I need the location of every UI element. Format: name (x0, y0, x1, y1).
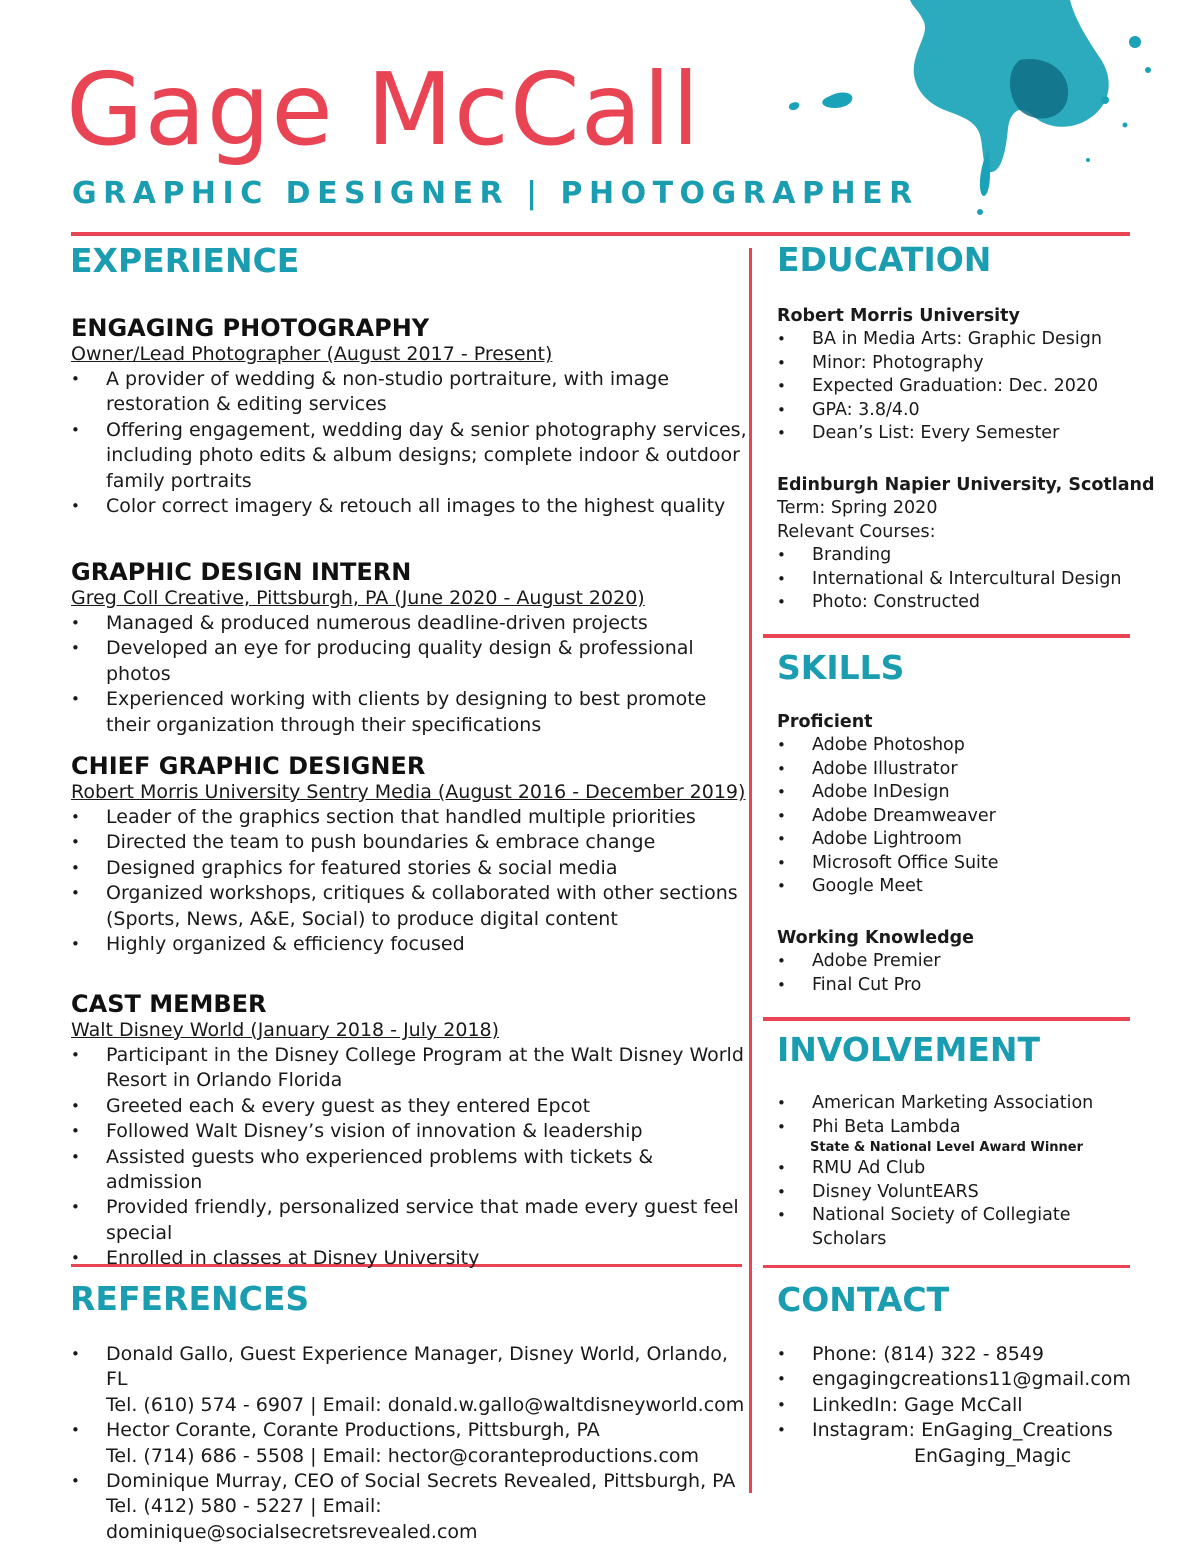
reference-contact-line: Donald Gallo, Guest Experience Manager, Disney World, Orlando, FL (106, 1343, 728, 1391)
job-title: ENGAGING PHOTOGRAPHY (71, 314, 430, 342)
list-item: • Greeted each & every guest as they entered Epcot (71, 1094, 751, 1119)
job-subtitle: Greg Coll Creative, Pittsburgh, PA (June 2020 - August 2020) (71, 587, 645, 609)
list-item: • Adobe Photoshop (777, 734, 1167, 758)
contact-phone: • Phone: (814) 322 - 8549 (777, 1342, 1177, 1367)
contact-instagram[interactable]: • Instagram: EnGaging_Creations (777, 1418, 1177, 1443)
school-name: Robert Morris University (777, 306, 1020, 326)
skills-proficient (777, 710, 1167, 899)
candidate-title: GRAPHIC DESIGNER | PHOTOGRAPHER (72, 176, 919, 211)
list-item: • Adobe Lightroom (777, 828, 1167, 852)
list-item: • Experienced working with clients by designing to best promote their organization through their specifications (71, 687, 751, 738)
list-item: • Final Cut Pro (777, 974, 1167, 998)
list-item: • Directed the team to push boundaries & embrace change (71, 830, 751, 855)
list-item: • Adobe Premier (777, 950, 1167, 974)
reference-contact-line: Dominique Murray, CEO of Social Secrets Revealed, Pittsburgh, PA (106, 1470, 736, 1493)
list-item: • Organized workshops, critiques & collaborated with other sections (Sports, News, A&E, Social) to produce digital content (71, 881, 751, 932)
skills-proficient-label: Proficient (777, 712, 873, 732)
list-item: • American Marketing Association (777, 1092, 1167, 1116)
list-item: • Adobe Dreamweaver (777, 805, 1167, 829)
header-divider (71, 232, 1130, 236)
list-item: • Assisted guests who experienced problems with tickets & admission (71, 1145, 751, 1196)
references-heading: REFERENCES (70, 1279, 310, 1318)
list-item: • International & Intercultural Design (777, 568, 1167, 592)
list-item: • Managed & produced numerous deadline-driven projects (71, 611, 751, 636)
involvement-divider (763, 1017, 1130, 1021)
reference-item (71, 1469, 751, 1545)
list-item: • Designed graphics for featured stories & social media (71, 856, 751, 881)
job-bullets (71, 1043, 751, 1272)
job-title: CHIEF GRAPHIC DESIGNER (71, 752, 426, 780)
job-cast-member (71, 990, 751, 1272)
list-item: • Dean’s List: Every Semester (777, 422, 1167, 446)
list-item: • Disney VoluntEARS (777, 1181, 1167, 1205)
list-item: • Minor: Photography (777, 352, 1167, 376)
courses-label: Relevant Courses: (777, 521, 936, 542)
job-title: CAST MEMBER (71, 990, 267, 1018)
contact-email[interactable]: • engagingcreations11@gmail.com (777, 1367, 1177, 1392)
list-item: • A provider of wedding & non-studio portraiture, with image restoration & editing services (71, 367, 751, 418)
job-bullets (71, 805, 751, 957)
list-item: • Phi Beta Lambda (777, 1116, 1167, 1140)
reference-phone-email: Tel. (714) 686 - 5508 | Email: hector@coranteproductions.com (106, 1444, 700, 1467)
list-item: • GPA: 3.8/4.0 (777, 399, 1167, 423)
reference-phone-email: Tel. (412) 580 - 5227 | Email: dominique@socialsecretsrevealed.com (106, 1495, 478, 1543)
school-term: Term: Spring 2020 (777, 498, 938, 518)
skills-heading: SKILLS (777, 648, 905, 687)
list-item: • RMU Ad Club (777, 1157, 1167, 1181)
list-item: • Google Meet (777, 875, 1167, 899)
reference-item (71, 1418, 751, 1469)
list-item: • Color correct imagery & retouch all images to the highest quality (71, 494, 751, 519)
contact-heading: CONTACT (777, 1280, 950, 1319)
list-item: • Participant in the Disney College Program at the Walt Disney World Resort in Orlando Florida (71, 1043, 751, 1094)
involvement-list (777, 1092, 1167, 1251)
job-title: GRAPHIC DESIGN INTERN (71, 558, 412, 586)
job-graphic-design-intern (71, 558, 751, 738)
list-item: • Expected Graduation: Dec. 2020 (777, 375, 1167, 399)
contact-instagram-secondary[interactable]: EnGaging_Magic (914, 1444, 1072, 1467)
job-subtitle: Walt Disney World (January 2018 - July 2018) (71, 1019, 500, 1041)
award-note: State & National Level Award Winner (810, 1140, 1084, 1155)
list-item: • Highly organized & efficiency focused (71, 932, 751, 957)
school-name: Edinburgh Napier University, Scotland (777, 475, 1155, 495)
list-item: • BA in Media Arts: Graphic Design (777, 328, 1167, 352)
list-item: • Provided friendly, personalized service that made every guest feel special (71, 1195, 751, 1246)
list-item: • Leader of the graphics section that handled multiple priorities (71, 805, 751, 830)
job-chief-graphic-designer (71, 752, 751, 957)
education-school-rmu (777, 304, 1167, 446)
job-subtitle: Owner/Lead Photographer (August 2017 - Present) (71, 343, 553, 365)
references-list (71, 1342, 751, 1545)
reference-contact-line: Hector Corante, Corante Productions, Pittsburgh, PA (106, 1419, 600, 1442)
job-bullets (71, 367, 751, 519)
contact-list (777, 1342, 1177, 1469)
involvement-heading: INVOLVEMENT (777, 1030, 1040, 1069)
education-heading: EDUCATION (777, 240, 992, 279)
contact-divider (763, 1265, 1130, 1268)
job-subtitle: Robert Morris University Sentry Media (August 2016 - December 2019) (71, 781, 746, 803)
list-item: • Enrolled in classes at Disney University (71, 1246, 751, 1271)
list-item: • Photo: Constructed (777, 591, 1167, 615)
skills-divider (763, 634, 1130, 638)
skills-working-label: Working Knowledge (777, 928, 975, 948)
contact-linkedin[interactable]: • LinkedIn: Gage McCall (777, 1393, 1177, 1418)
list-item: • Adobe Illustrator (777, 758, 1167, 782)
list-item: • Microsoft Office Suite (777, 852, 1167, 876)
job-bullets (71, 611, 751, 738)
job-engaging-photography (71, 314, 751, 519)
list-item: • Branding (777, 544, 1167, 568)
reference-item (71, 1342, 751, 1418)
reference-phone-email: Tel. (610) 574 - 6907 | Email: donald.w.gallo@waltdisneyworld.com (106, 1393, 745, 1416)
list-item: • Developed an eye for producing quality design & professional photos (71, 636, 751, 687)
list-item: • Offering engagement, wedding day & senior photography services, including photo edits & album designs; complete indoor & outdoor family portraits (71, 418, 751, 494)
list-item: • National Society of Collegiate Scholars (777, 1204, 1082, 1251)
experience-heading: EXPERIENCE (70, 241, 300, 280)
skills-working-knowledge (777, 926, 1167, 997)
list-item: • Adobe InDesign (777, 781, 1167, 805)
list-item: • Followed Walt Disney’s vision of innovation & leadership (71, 1119, 751, 1144)
education-school-napier (777, 473, 1167, 615)
candidate-name: Gage McCall (66, 51, 701, 168)
